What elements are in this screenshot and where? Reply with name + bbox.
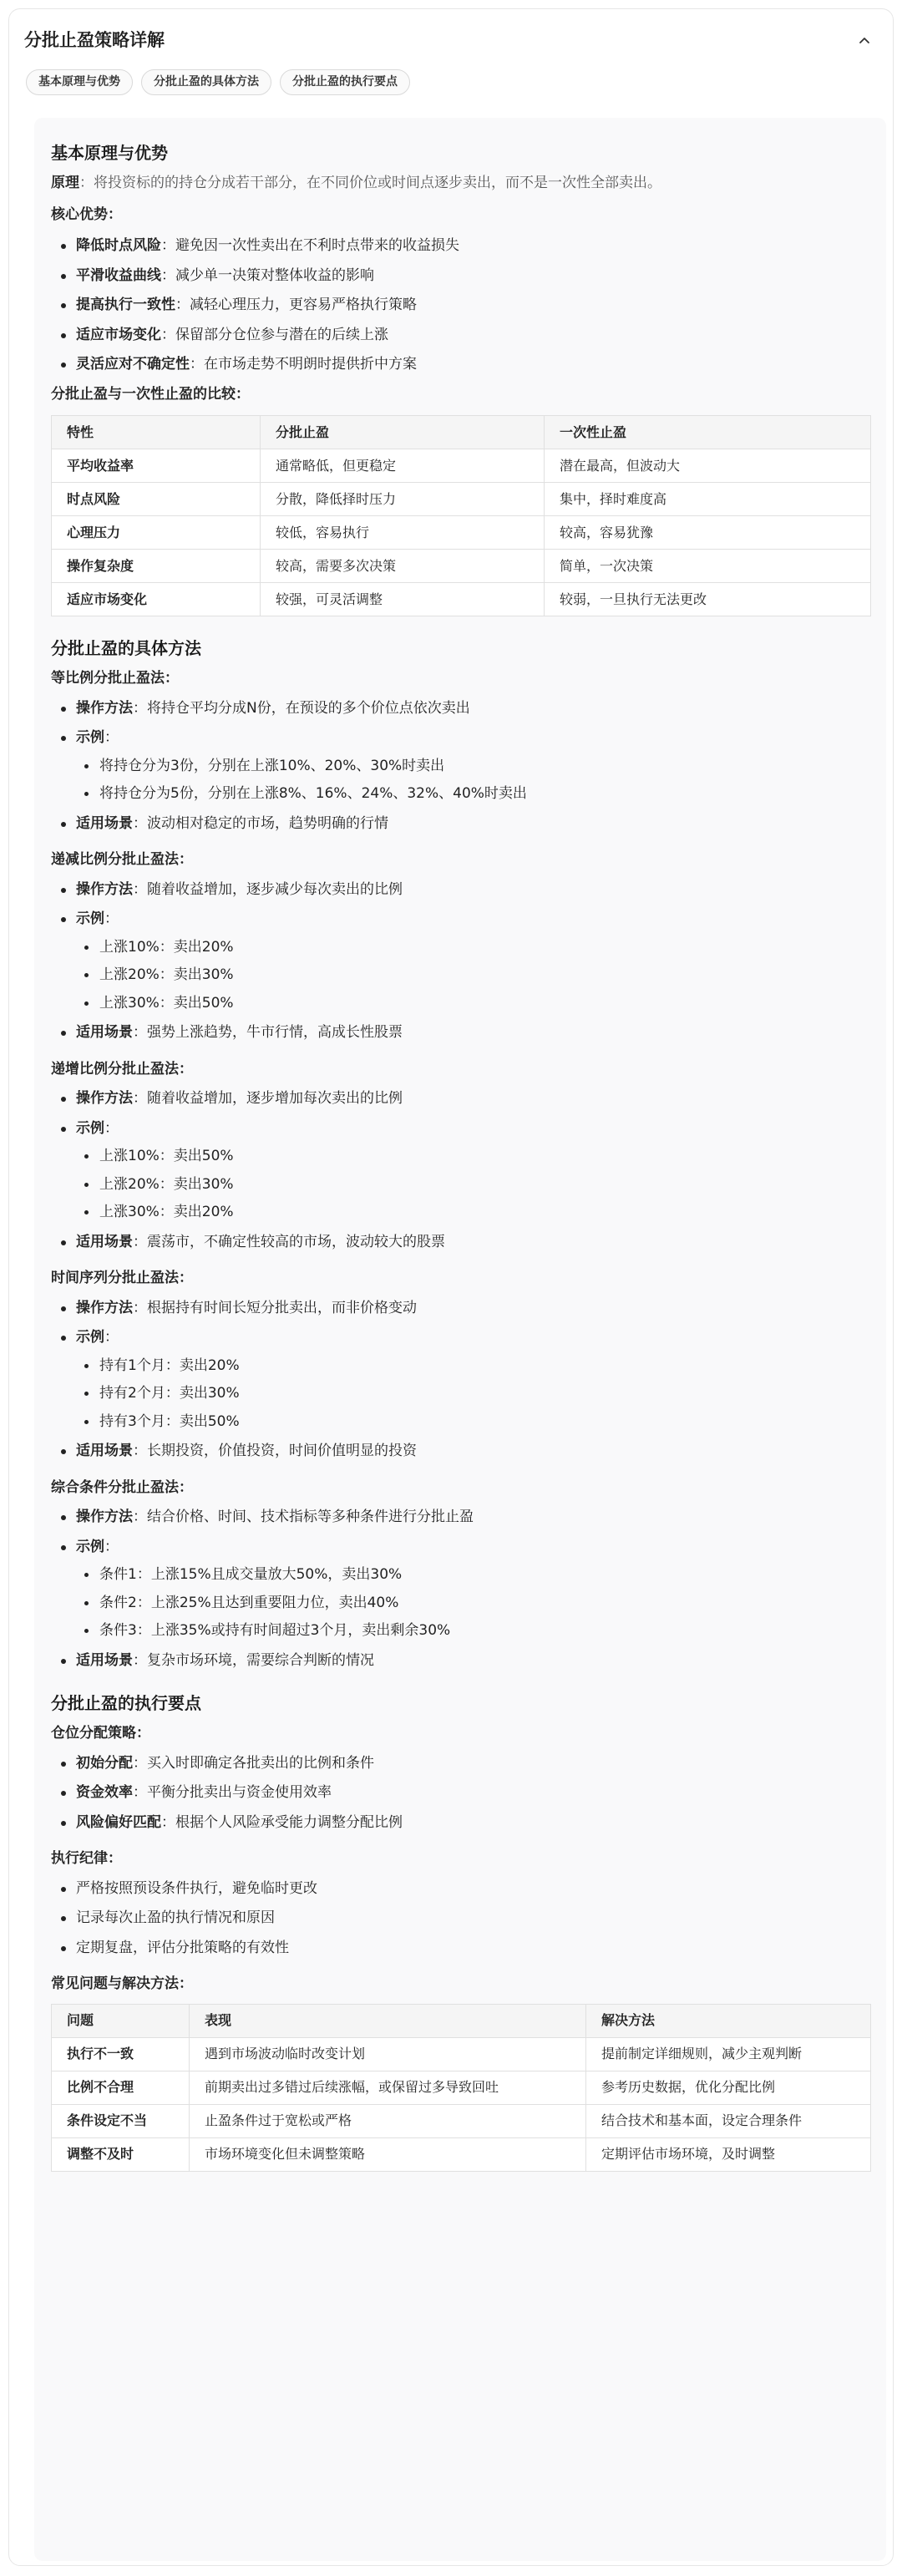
colon: ： bbox=[179, 1975, 193, 1992]
scene-text: ：复杂市场环境，需要综合判断的情况 bbox=[133, 1651, 374, 1669]
alloc-label-text: 仓位分配策略 bbox=[51, 1725, 136, 1742]
list-item bbox=[51, 1651, 869, 1672]
method-title bbox=[51, 849, 869, 871]
principle-paragraph bbox=[51, 173, 869, 195]
table-cell: 止盈条件过于宽松或严格 bbox=[190, 2104, 586, 2137]
list-item: 上涨20%：卖出30% bbox=[76, 965, 869, 986]
table-cell: 定期评估市场环境，及时调整 bbox=[586, 2137, 871, 2171]
list-item bbox=[51, 236, 869, 257]
table-row bbox=[52, 2037, 871, 2071]
op-label: 操作方法 bbox=[76, 1090, 133, 1107]
method-title bbox=[51, 1478, 869, 1499]
section-heading-basics: 基本原理与优势 bbox=[51, 143, 168, 163]
discipline-list bbox=[51, 1879, 869, 1960]
table-cell: 简单，一次决策 bbox=[545, 550, 871, 583]
colon: ： bbox=[108, 1850, 122, 1867]
list-item bbox=[51, 909, 869, 1014]
table-cell: 平均收益率 bbox=[52, 449, 261, 483]
list-item: 记录每次止盈的执行情况和原因 bbox=[51, 1908, 869, 1929]
method-title bbox=[51, 668, 869, 690]
list-item bbox=[51, 1022, 869, 1044]
table-cell: 比例不合理 bbox=[52, 2071, 190, 2104]
table-cell: 较低，容易执行 bbox=[261, 516, 545, 550]
list-item: 上涨20%：卖出30% bbox=[76, 1174, 869, 1196]
example-label: 示例 bbox=[76, 1329, 104, 1346]
list-item bbox=[51, 1537, 869, 1642]
list-item bbox=[51, 1088, 869, 1110]
scene-text: ：震荡市，不确定性较高的市场，波动较大的股票 bbox=[133, 1233, 445, 1250]
method-title-text: 递增比例分批止盈法 bbox=[51, 1060, 179, 1078]
op-text: ：将持仓平均分成N份，在预设的多个价位点依次卖出 bbox=[133, 699, 470, 717]
list-item bbox=[51, 728, 869, 805]
table-cell: 潜在最高，但波动大 bbox=[545, 449, 871, 483]
method-list bbox=[51, 1088, 869, 1253]
list-item bbox=[51, 1232, 869, 1254]
method-title-text: 递减比例分批止盈法 bbox=[51, 851, 179, 868]
example-label: 示例 bbox=[76, 1119, 104, 1137]
strategy-panel bbox=[8, 8, 894, 2566]
list-item bbox=[51, 1753, 869, 1775]
list-item: 上涨30%：卖出20% bbox=[76, 1202, 869, 1224]
list-item: 持有3个月：卖出50% bbox=[76, 1412, 869, 1433]
op-label: 操作方法 bbox=[76, 699, 133, 717]
table-cell: 执行不一致 bbox=[52, 2037, 190, 2071]
list-item bbox=[51, 698, 869, 720]
table-row bbox=[52, 2071, 871, 2104]
table-header: 特性 bbox=[52, 416, 261, 449]
section-heading-execution: 分批止盈的执行要点 bbox=[51, 1693, 201, 1713]
table-cell: 集中，择时难度高 bbox=[545, 483, 871, 516]
alloc-term: 初始分配 bbox=[76, 1754, 133, 1772]
list-item bbox=[51, 266, 869, 287]
tab-execution[interactable]: 分批止盈的执行要点 bbox=[280, 69, 410, 95]
table-header: 分批止盈 bbox=[261, 416, 545, 449]
example-label: 示例 bbox=[76, 1538, 104, 1555]
table-cell: 操作复杂度 bbox=[52, 550, 261, 583]
scene-label: 适用场景 bbox=[76, 1651, 133, 1669]
table-header: 解决方法 bbox=[586, 2004, 871, 2037]
colon: ： bbox=[104, 910, 119, 927]
advantage-term: 适应市场变化 bbox=[76, 326, 161, 343]
method-list bbox=[51, 1507, 869, 1671]
colon: ： bbox=[136, 1725, 150, 1742]
example-list bbox=[76, 1146, 869, 1224]
list-item bbox=[51, 1298, 869, 1320]
colon: ： bbox=[104, 1329, 119, 1346]
table-row bbox=[52, 483, 871, 516]
table-cell: 市场环境变化但未调整策略 bbox=[190, 2137, 586, 2171]
section-heading-methods: 分批止盈的具体方法 bbox=[51, 638, 201, 658]
alloc-list bbox=[51, 1753, 869, 1834]
example-list bbox=[76, 1356, 869, 1433]
faq-label bbox=[51, 1974, 869, 1995]
list-item: 上涨10%：卖出50% bbox=[76, 1146, 869, 1168]
faq-table bbox=[51, 2004, 871, 2172]
list-item: 定期复盘，评估分批策略的有效性 bbox=[51, 1938, 869, 1960]
advantage-desc: ：避免因一次性卖出在不利时点带来的收益损失 bbox=[161, 237, 459, 254]
scene-label: 适用场景 bbox=[76, 814, 133, 832]
method-list bbox=[51, 880, 869, 1044]
method-group-increasing bbox=[51, 1059, 869, 1254]
table-cell: 较高，需要多次决策 bbox=[261, 550, 545, 583]
alloc-term: 风险偏好匹配 bbox=[76, 1813, 161, 1831]
list-item bbox=[51, 325, 869, 347]
section-tabs bbox=[26, 69, 410, 95]
method-title bbox=[51, 1268, 869, 1290]
table-cell: 分散，降低择时压力 bbox=[261, 483, 545, 516]
alloc-desc: ：买入时即确定各批卖出的比例和条件 bbox=[133, 1754, 374, 1772]
scene-label: 适用场景 bbox=[76, 1443, 133, 1459]
table-cell: 结合技术和基本面，设定合理条件 bbox=[586, 2104, 871, 2137]
method-title-text: 时间序列分批止盈法 bbox=[51, 1270, 179, 1286]
table-row bbox=[52, 2137, 871, 2171]
scene-text: ：强势上涨趋势，牛市行情，高成长性股票 bbox=[133, 1024, 403, 1041]
scene-label: 适用场景 bbox=[76, 1024, 133, 1041]
colon: ： bbox=[179, 1060, 193, 1078]
table-header: 一次性止盈 bbox=[545, 416, 871, 449]
example-list bbox=[76, 1564, 869, 1642]
method-list bbox=[51, 1298, 869, 1463]
alloc-desc: ：根据个人风险承受能力调整分配比例 bbox=[161, 1813, 403, 1831]
op-text: ：随着收益增加，逐步增加每次卖出的比例 bbox=[133, 1090, 403, 1107]
advantage-term: 灵活应对不确定性 bbox=[76, 356, 190, 373]
colon: ： bbox=[165, 670, 179, 687]
list-item bbox=[51, 354, 869, 376]
scene-text: ：长期投资，价值投资，时间价值明显的投资 bbox=[133, 1443, 417, 1459]
advantage-desc: ：在市场走势不明朗时提供折中方案 bbox=[190, 356, 417, 373]
table-row bbox=[52, 2104, 871, 2137]
table-cell: 调整不及时 bbox=[52, 2137, 190, 2171]
alloc-term: 资金效率 bbox=[76, 1784, 133, 1801]
table-cell: 较弱，一旦执行无法更改 bbox=[545, 583, 871, 616]
colon: ： bbox=[104, 729, 119, 746]
compare-label bbox=[51, 384, 869, 406]
list-item: 条件1：上涨15%且成交量放大50%，卖出30% bbox=[76, 1564, 869, 1586]
advantage-term: 降低时点风险 bbox=[76, 237, 161, 254]
advantage-desc: ：减轻心理压力，更容易严格执行策略 bbox=[175, 297, 417, 313]
example-list bbox=[76, 937, 869, 1015]
table-header-row bbox=[52, 2004, 871, 2037]
advantage-term: 平滑收益曲线 bbox=[76, 266, 161, 284]
faq-label-text: 常见问题与解决方法 bbox=[51, 1975, 179, 1992]
principle-text: ：将投资标的的持仓分成若干部分，在不同价位或时间点逐步卖出，而不是一次性全部卖出。 bbox=[79, 175, 661, 191]
colon: ： bbox=[108, 205, 122, 223]
table-cell: 心理压力 bbox=[52, 516, 261, 550]
method-group-time bbox=[51, 1268, 869, 1463]
tab-basics[interactable]: 基本原理与优势 bbox=[26, 69, 133, 95]
method-list bbox=[51, 698, 869, 835]
table-row bbox=[52, 550, 871, 583]
list-item: 条件2：上涨25%且达到重要阻力位，卖出40% bbox=[76, 1593, 869, 1615]
collapse-button[interactable] bbox=[851, 28, 878, 54]
table-header-row bbox=[52, 416, 871, 449]
content-area bbox=[34, 118, 886, 2561]
op-label: 操作方法 bbox=[76, 1509, 133, 1525]
method-group-decreasing bbox=[51, 849, 869, 1044]
list-item: 将持仓分为3份，分别在上涨10%、20%、30%时卖出 bbox=[76, 756, 869, 778]
table-cell: 较高，容易犹豫 bbox=[545, 516, 871, 550]
list-item: 将持仓分为5份，分别在上涨8%、16%、24%、32%、40%时卖出 bbox=[76, 783, 869, 805]
list-item bbox=[51, 1327, 869, 1433]
alloc-desc: ：平衡分批卖出与资金使用效率 bbox=[133, 1784, 332, 1801]
colon: ： bbox=[179, 1478, 193, 1496]
discipline-label bbox=[51, 1848, 869, 1870]
table-cell: 遇到市场波动临时改变计划 bbox=[190, 2037, 586, 2071]
table-row bbox=[52, 516, 871, 550]
example-label: 示例 bbox=[76, 910, 104, 927]
list-item: 上涨10%：卖出20% bbox=[76, 937, 869, 959]
table-cell: 条件设定不当 bbox=[52, 2104, 190, 2137]
list-item: 条件3：上涨35%或持有时间超过3个月，卖出剩余30% bbox=[76, 1620, 869, 1642]
colon: ： bbox=[179, 1270, 193, 1286]
alloc-label bbox=[51, 1723, 869, 1745]
op-label: 操作方法 bbox=[76, 880, 133, 898]
table-cell: 适应市场变化 bbox=[52, 583, 261, 616]
table-cell: 通常略低，但更稳定 bbox=[261, 449, 545, 483]
list-item bbox=[51, 1813, 869, 1834]
op-label: 操作方法 bbox=[76, 1299, 133, 1316]
list-item bbox=[51, 1441, 869, 1463]
scene-text: ：波动相对稳定的市场，趋势明确的行情 bbox=[133, 814, 388, 832]
example-label: 示例 bbox=[76, 729, 104, 746]
panel-title: 分批止盈策略详解 bbox=[24, 30, 165, 51]
compare-label-text: 分批止盈与一次性止盈的比较 bbox=[51, 385, 236, 403]
panel-header bbox=[24, 26, 878, 56]
example-list bbox=[76, 756, 869, 805]
list-item: 严格按照预设条件执行，避免临时更改 bbox=[51, 1879, 869, 1900]
core-advantages-label bbox=[51, 205, 869, 226]
table-row bbox=[52, 449, 871, 483]
principle-label: 原理 bbox=[51, 175, 79, 191]
op-text: ：结合价格、时间、技术指标等多种条件进行分批止盈 bbox=[133, 1509, 474, 1525]
table-cell: 较强，可灵活调整 bbox=[261, 583, 545, 616]
advantage-desc: ：减少单一决策对整体收益的影响 bbox=[161, 266, 374, 284]
method-title-text: 综合条件分批止盈法 bbox=[51, 1478, 179, 1496]
colon: ： bbox=[179, 851, 193, 868]
list-item bbox=[51, 295, 869, 317]
list-item bbox=[51, 880, 869, 901]
list-item: 上涨30%：卖出50% bbox=[76, 993, 869, 1015]
advantages-list bbox=[51, 236, 869, 376]
discipline-label-text: 执行纪律 bbox=[51, 1850, 108, 1867]
scene-label: 适用场景 bbox=[76, 1233, 133, 1250]
table-cell: 参考历史数据，优化分配比例 bbox=[586, 2071, 871, 2104]
colon: ： bbox=[104, 1119, 119, 1137]
list-item bbox=[51, 814, 869, 835]
table-cell: 前期卖出过多错过后续涨幅，或保留过多导致回吐 bbox=[190, 2071, 586, 2104]
comparison-table bbox=[51, 415, 871, 616]
method-group-combined bbox=[51, 1478, 869, 1672]
op-text: ：根据持有时间长短分批卖出，而非价格变动 bbox=[133, 1299, 417, 1316]
list-item bbox=[51, 1782, 869, 1804]
table-row bbox=[52, 583, 871, 616]
list-item: 持有1个月：卖出20% bbox=[76, 1356, 869, 1377]
method-group-equal bbox=[51, 668, 869, 834]
core-advantages-text: 核心优势 bbox=[51, 205, 108, 223]
table-cell: 提前制定详细规则，减少主观判断 bbox=[586, 2037, 871, 2071]
method-title bbox=[51, 1059, 869, 1081]
advantage-term: 提高执行一致性 bbox=[76, 297, 175, 313]
table-cell: 时点风险 bbox=[52, 483, 261, 516]
list-item bbox=[51, 1118, 869, 1224]
list-item bbox=[51, 1507, 869, 1529]
list-item: 持有2个月：卖出30% bbox=[76, 1383, 869, 1405]
table-header: 问题 bbox=[52, 2004, 190, 2037]
op-text: ：随着收益增加，逐步减少每次卖出的比例 bbox=[133, 880, 403, 898]
colon: ： bbox=[236, 385, 250, 403]
advantage-desc: ：保留部分仓位参与潜在的后续上涨 bbox=[161, 326, 388, 343]
tab-methods[interactable]: 分批止盈的具体方法 bbox=[141, 69, 271, 95]
method-title-text: 等比例分批止盈法 bbox=[51, 670, 165, 687]
table-header: 表现 bbox=[190, 2004, 586, 2037]
chevron-up-icon bbox=[858, 34, 871, 48]
colon: ： bbox=[104, 1538, 119, 1555]
